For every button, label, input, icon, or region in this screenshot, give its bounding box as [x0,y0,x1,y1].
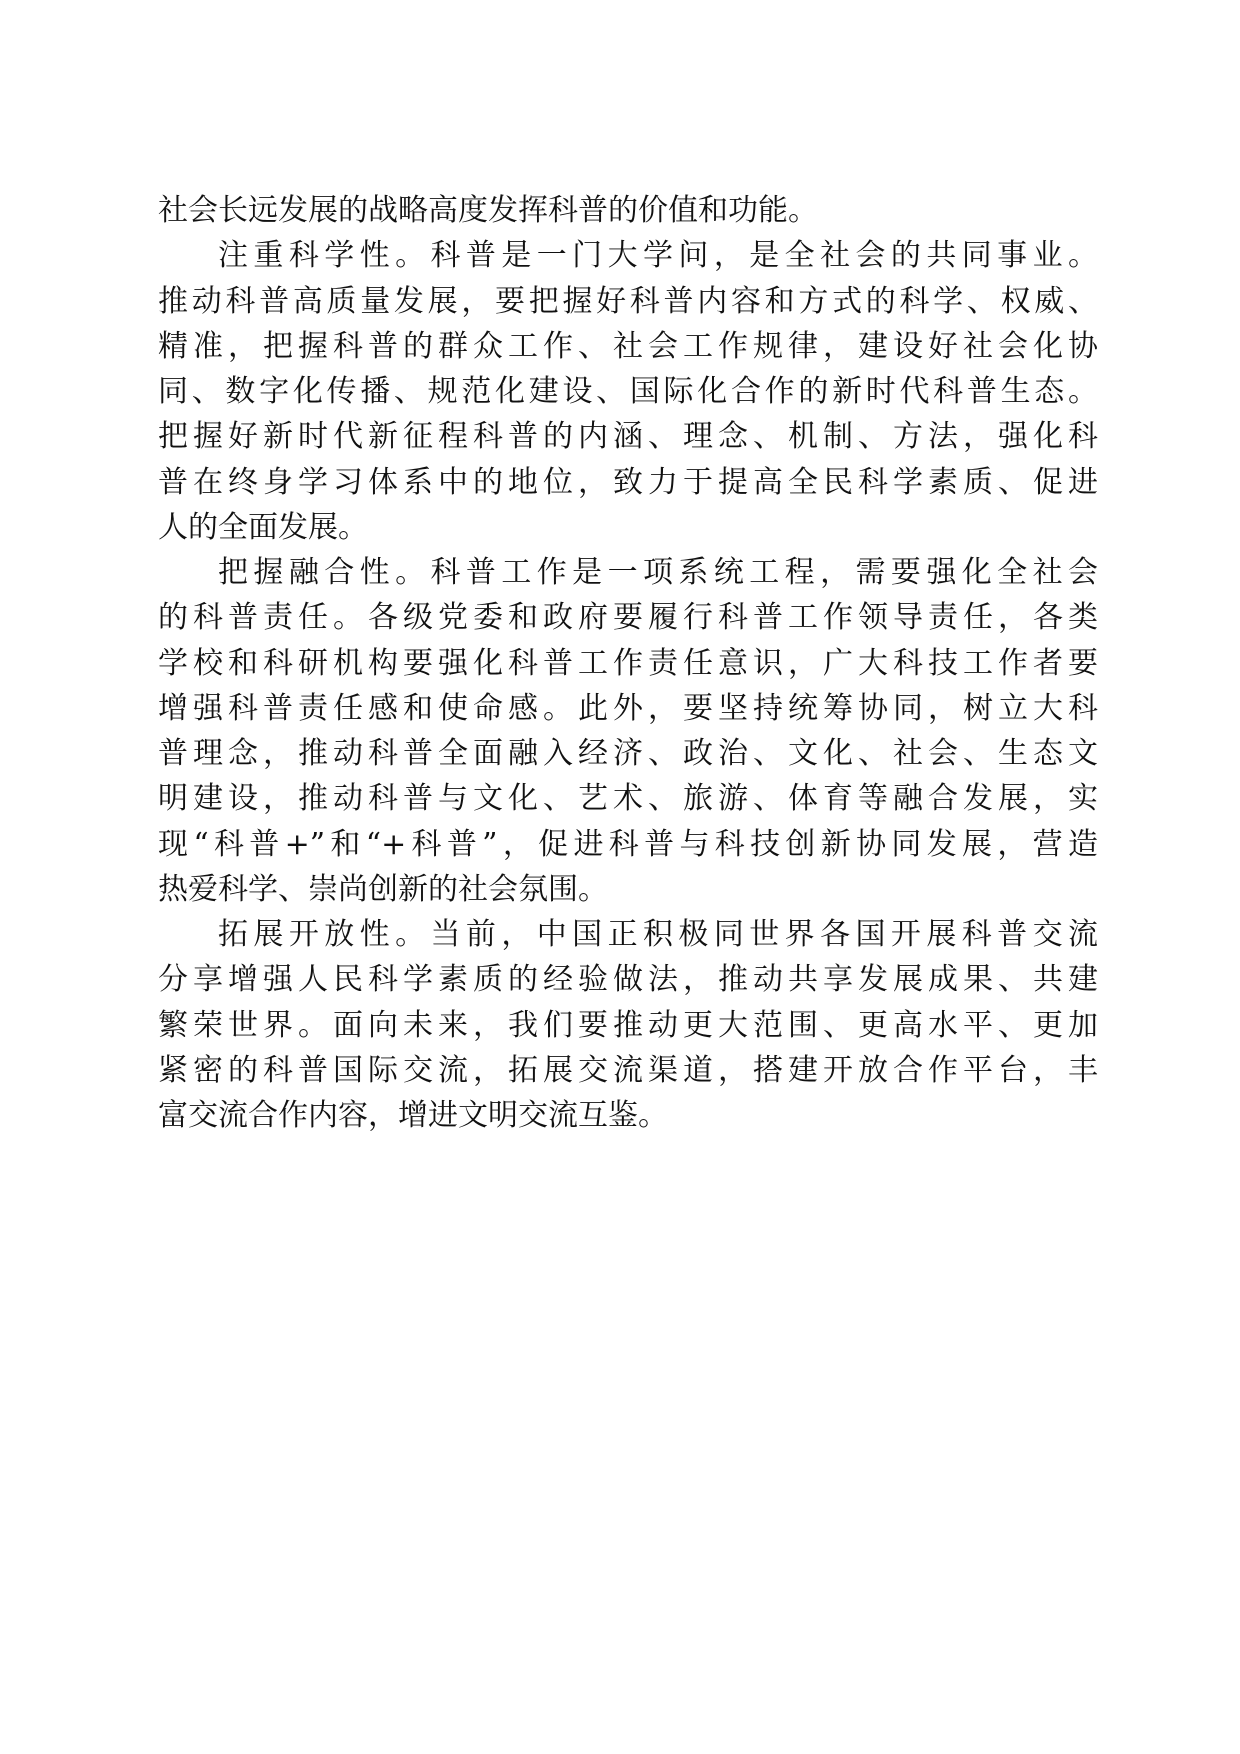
paragraph [158,233,1098,550]
text-line: 把握好新时代新征程科普的内涵、理念、机制、方法，强化科 [158,419,1098,455]
article-body [158,188,1098,1138]
text-line: 现“科普+”和“+科普”，促进科普与科技创新协同发展，营造 [158,826,1098,862]
text-line: 的科普责任。各级党委和政府要履行科普工作领导责任，各类 [158,600,1098,636]
text-line: 注重科学性。科普是一门大学问，是全社会的共同事业。 [218,238,1098,274]
text-line: 精准，把握科普的群众工作、社会工作规律，建设好社会化协 [158,328,1098,364]
text-line: 推动科普高质量发展，要把握好科普内容和方式的科学、权威、 [158,283,1098,319]
text-line: 社会长远发展的战略高度发挥科普的价值和功能。 [158,193,818,228]
text-line: 把握融合性。科普工作是一项系统工程，需要强化全社会 [218,555,1098,590]
text-line: 紧密的科普国际交流，拓展交流渠道，搭建开放合作平台，丰 [158,1052,1098,1088]
text-line: 拓展开放性。当前，中国正积极同世界各国开展科普交流 [218,917,1098,952]
text-line: 热爱科学、崇尚创新的社会氛围。 [158,871,608,907]
text-line: 学校和科研机构要强化科普工作责任意识，广大科技工作者要 [158,645,1098,681]
paragraph [158,188,1098,233]
text-line: 繁荣世界。面向未来，我们要推动更大范围、更高水平、更加 [158,1007,1098,1043]
text-line: 富交流合作内容，增进文明交流互鉴。 [158,1098,668,1133]
paragraph [158,550,1098,912]
text-line: 人的全面发展。 [158,509,368,545]
text-line: 明建设，推动科普与文化、艺术、旅游、体育等融合发展，实 [158,781,1098,817]
text-line: 同、数字化传播、规范化建设、国际化合作的新时代科普生态。 [158,374,1098,409]
text-line: 增强科普责任感和使命感。此外，要坚持统筹协同，树立大科 [158,690,1098,726]
text-line: 普理念，推动科普全面融入经济、政治、文化、社会、生态文 [158,736,1098,771]
text-line: 普在终身学习体系中的地位，致力于提高全民科学素质、促进 [158,464,1098,500]
text-line: 分享增强人民科学素质的经验做法，推动共享发展成果、共建 [158,962,1098,998]
paragraph [158,912,1098,1138]
